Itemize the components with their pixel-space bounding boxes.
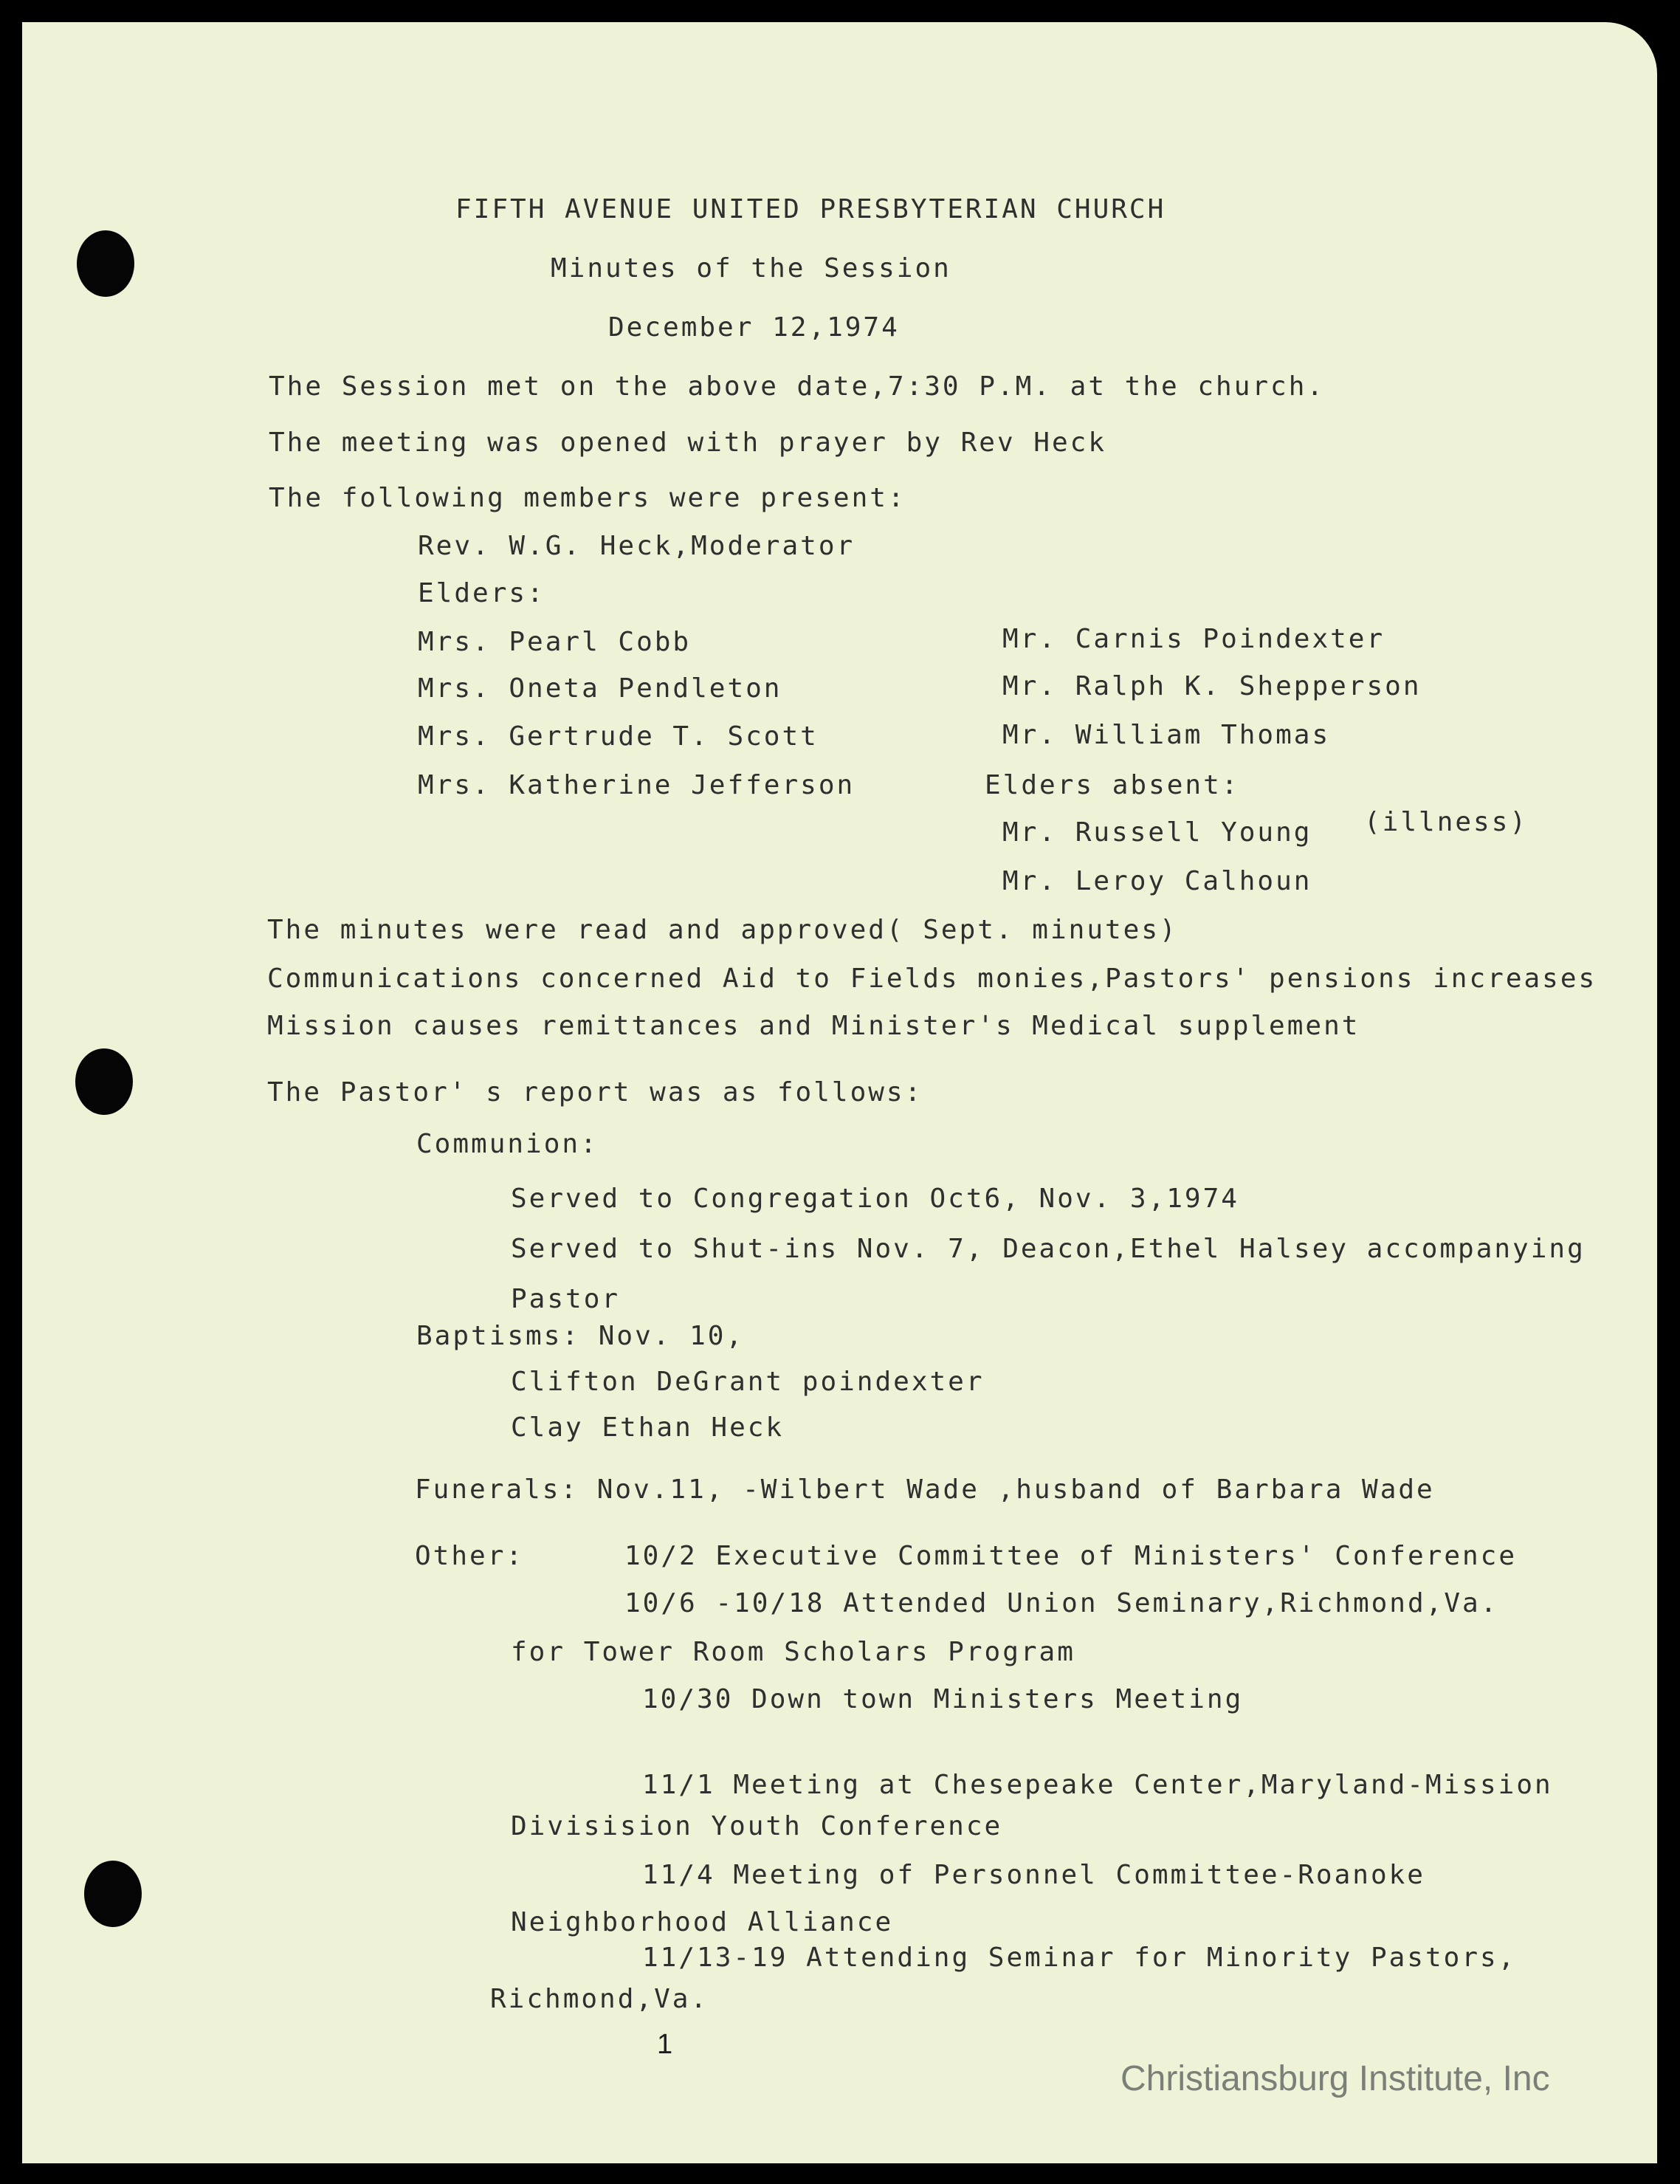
other-entry: for Tower Room Scholars Program <box>511 1637 1075 1667</box>
elder-absent: Mr. Leroy Calhoun <box>1002 866 1312 896</box>
baptisms-line: Baptisms: Nov. 10, <box>416 1321 745 1351</box>
elder-present: Mrs. Katherine Jefferson <box>418 770 856 800</box>
other-entry: Divisision Youth Conference <box>511 1811 1003 1841</box>
elder-absent: Mr. Russell Young <box>1002 817 1312 848</box>
document-title: Minutes of the Session <box>551 253 951 284</box>
elder-present: Mrs. Oneta Pendleton <box>418 673 782 704</box>
baptism-entry: Clifton DeGrant poindexter <box>511 1367 985 1397</box>
elder-present: Mr. William Thomas <box>1002 720 1331 750</box>
communion-entry: Served to Shut-ins Nov. 7, Deacon,Ethel Halsey accompanying <box>511 1234 1586 1264</box>
page-number: 1 <box>657 2029 673 2060</box>
elders-label: Elders: <box>418 578 545 608</box>
other-entry: 11/4 Meeting of Personnel Committee-Roanoke <box>642 1860 1425 1890</box>
elder-present: Mr. Ralph K. Shepperson <box>1002 671 1422 701</box>
communion-entry: Pastor <box>511 1284 621 1314</box>
communion-label: Communion: <box>416 1129 599 1159</box>
church-name: FIFTH AVENUE UNITED PRESBYTERIAN CHURCH <box>455 194 1166 224</box>
elder-present: Mr. Carnis Poindexter <box>1002 624 1385 654</box>
other-entry: 11/1 Meeting at Chesepeake Center,Maryland-Mission <box>642 1770 1553 1800</box>
other-entry: 10/30 Down town Ministers Meeting <box>642 1684 1244 1714</box>
intro-line: The Session met on the above date,7:30 P.M. at the church. <box>269 371 1326 402</box>
illness-note: (illness) <box>1364 807 1529 837</box>
other-label: Other: <box>415 1541 525 1571</box>
elder-present: Mrs. Gertrude T. Scott <box>418 721 819 752</box>
funerals-line: Funerals: Nov.11, -Wilbert Wade ,husband of Barbara Wade <box>415 1474 1435 1505</box>
communion-entry: Served to Congregation Oct6, Nov. 3,1974 <box>511 1184 1239 1214</box>
minutes-approved: The minutes were read and approved( Sept. minutes) <box>267 915 1178 945</box>
punch-hole-middle <box>75 1048 133 1115</box>
intro-line: The following members were present: <box>269 483 906 513</box>
baptism-entry: Clay Ethan Heck <box>511 1412 785 1443</box>
elder-present: Mrs. Pearl Cobb <box>418 627 692 657</box>
other-entry: Richmond,Va. <box>490 1984 709 2014</box>
other-entry: 10/6 -10/18 Attended Union Seminary,Richmond,Va. <box>624 1588 1499 1618</box>
punch-hole-top <box>77 230 134 297</box>
communications-line: Mission causes remittances and Minister's Medical supplement <box>267 1011 1360 1041</box>
elders-absent-label: Elders absent: <box>985 770 1240 800</box>
intro-line: The meeting was opened with prayer by Rev Heck <box>269 427 1106 458</box>
punch-hole-bottom <box>84 1861 142 1927</box>
other-entry: 11/13-19 Attending Seminar for Minority Pastors, <box>642 1943 1517 1973</box>
watermark: Christiansburg Institute, Inc <box>1120 2059 1550 2098</box>
moderator: Rev. W.G. Heck,Moderator <box>418 531 856 561</box>
other-entry: Neighborhood Alliance <box>511 1907 894 1937</box>
communications-line: Communications concerned Aid to Fields monies,Pastors' pensions increases <box>267 964 1597 994</box>
other-entry: 10/2 Executive Committee of Ministers' Conference <box>624 1541 1518 1571</box>
report-heading: The Pastor' s report was as follows: <box>267 1077 923 1108</box>
document-date: December 12,1974 <box>608 312 900 343</box>
